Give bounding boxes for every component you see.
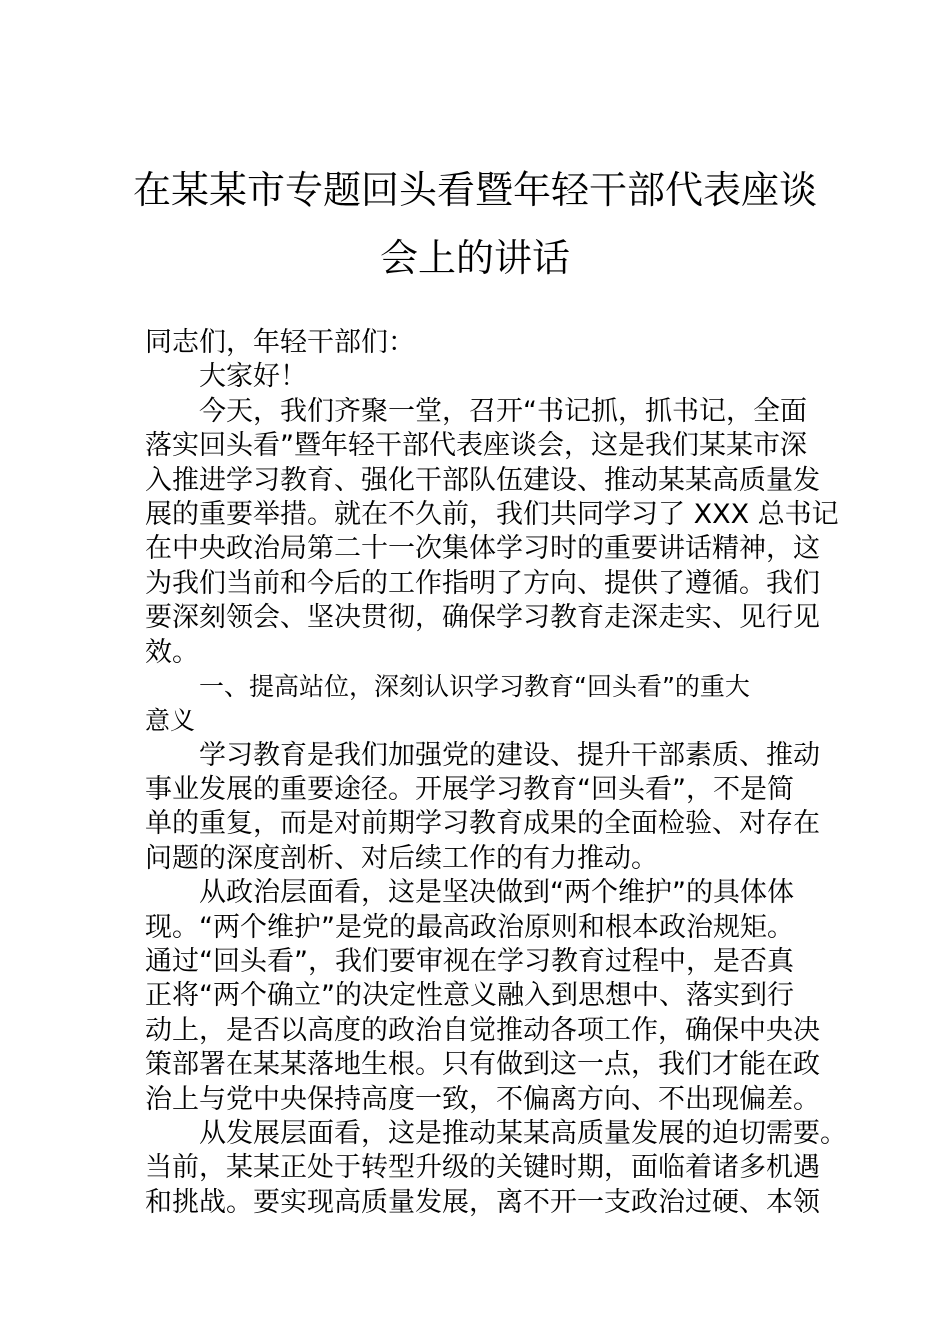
document-title-line-2: 会上的讲话 [379,236,570,280]
body-text-line: 学习教育是我们加强党的建设、提升干部素质、推动 [199,739,820,771]
body-text-line: 问题的深度剖析、对后续工作的有力推动。 [145,842,658,874]
body-text-line: 展的重要举措。就在不久前，我们共同学习了 XXX 总书记 [145,498,839,530]
body-text-line: 当前，某某正处于转型升级的关键时期，面临着诸多机遇 [145,1152,820,1184]
body-text-line: 和挑战。要实现高质量发展，离不开一支政治过硬、本领 [145,1186,820,1218]
section-heading-line: 一、提高站位，深刻认识学习教育“回头看”的重大 [199,671,750,701]
body-text-line: 落实回头看”暨年轻干部代表座谈会，这是我们某某市深 [145,430,807,462]
section-heading-line: 意义 [145,706,196,736]
body-text-line: 效。 [145,636,199,668]
body-text-line: 通过“回头看”，我们要审视在学习教育过程中，是否真 [145,946,794,978]
body-text-line: 入推进学习教育、强化干部队伍建设、推动某某高质量发 [145,464,820,496]
body-text-line: 从政治层面看，这是坚决做到“两个维护”的具体体 [199,877,794,909]
body-text-line: 动上，是否以高度的政治自觉推动各项工作，确保中央决 [145,1014,820,1046]
body-text-line: 今天，我们齐聚一堂，召开“书记抓，抓书记，全面 [199,395,807,427]
body-text-line: 单的重复，而是对前期学习教育成果的全面检验、对存在 [145,808,820,840]
body-text-line: 正将“两个确立”的决定性意义融入到思想中、落实到行 [145,980,794,1012]
body-text-line: 事业发展的重要途径。开展学习教育“回头看”，不是简 [145,774,794,806]
document-body [145,326,847,1220]
body-text-line: 治上与党中央保持高度一致，不偏离方向、不出现偏差。 [145,1083,820,1115]
body-text-line: 从发展层面看，这是推动某某高质量发展的迫切需要。 [199,1117,847,1149]
body-text-line: 为我们当前和今后的工作指明了方向、提供了遵循。我们 [145,567,820,599]
document-title-line-1: 在某某市专题回头看暨年轻干部代表座谈 [132,168,817,212]
body-text-line: 大家好！ [199,361,307,393]
body-text-line: 在中央政治局第二十一次集体学习时的重要讲话精神，这 [145,533,820,565]
body-text-line: 策部署在某某落地生根。只有做到这一点，我们才能在政 [145,1049,820,1081]
body-text-line: 要深刻领会、坚决贯彻，确保学习教育走深走实、见行见 [145,602,820,634]
body-text-line: 现。“两个维护”是党的最高政治原则和根本政治规矩。 [145,911,794,943]
body-text-line: 同志们，年轻干部们： [145,327,415,358]
